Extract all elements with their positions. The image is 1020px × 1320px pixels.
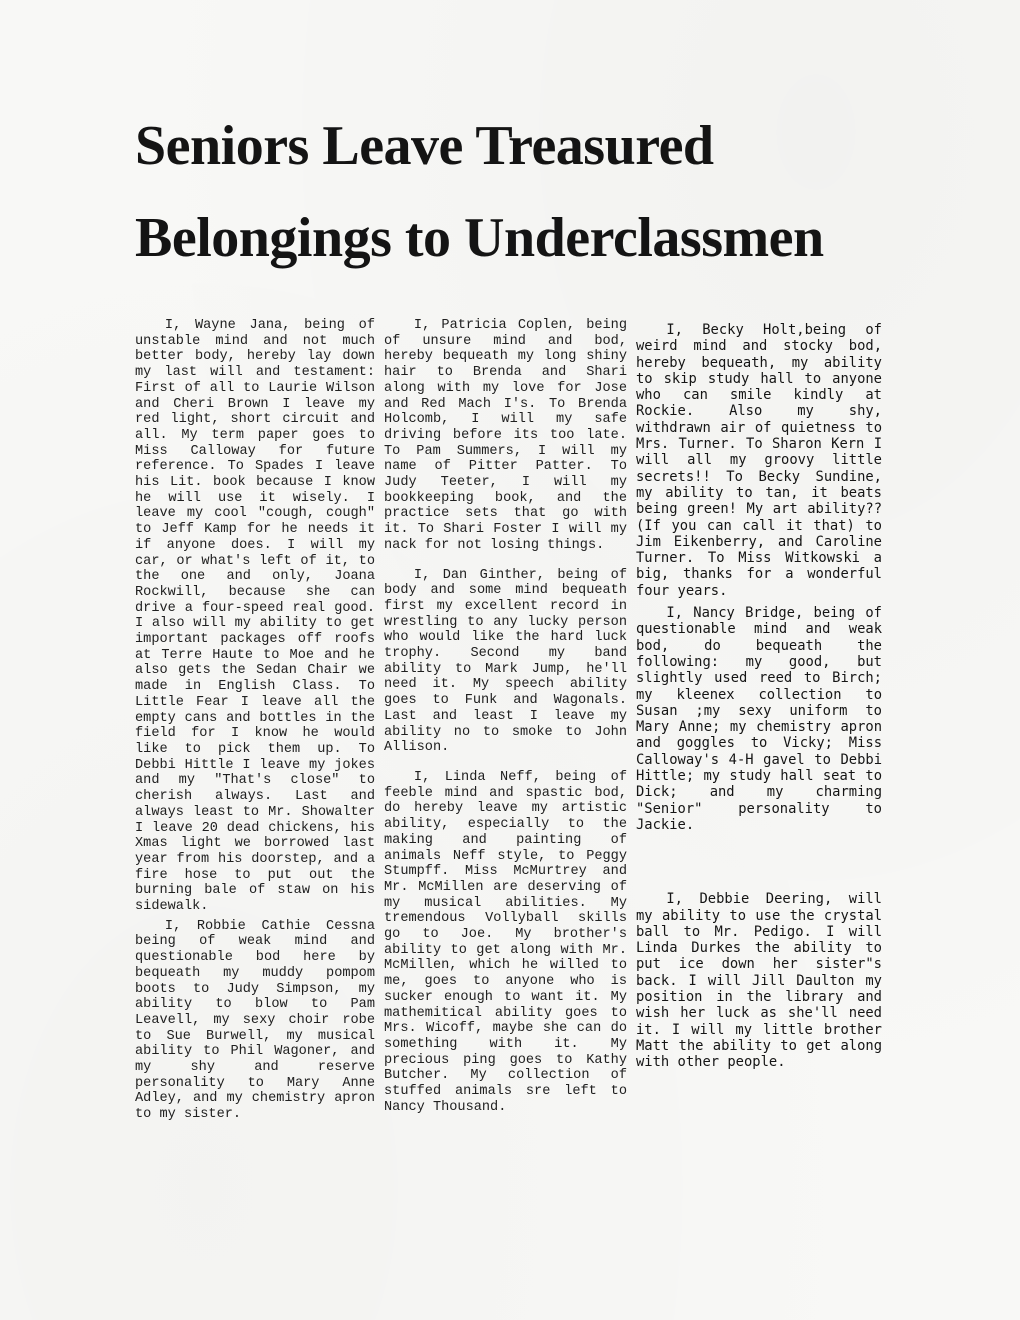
- will-nancy-bridge: I, Nancy Bridge, being of questionable mind and weak bod, do bequeath the following: my good, but slightly used reed to Birch; my kleenex collection to Susan ;my sexy uniform to Mary Anne; my chemistry apron and goggles to Vicky; Miss Calloway's 4-H gavel to Debbi Hittle; my study hall seat to Dick; and my charming "Senior" personality to Jackie.: [636, 605, 882, 833]
- will-dan-ginther: I, Dan Ginther, being of body and some mind bequeath first my excellent record in wrestling to any lucky person who would like the hard luck trophy. Second my band ability to Mark Jump, he'll need it. My speech ability goes to Funk and Wagonals. Last and least I leave my ability no to smoke to John Allison.: [384, 567, 627, 756]
- column-3: [636, 322, 882, 1070]
- headline-line-2: Belongings to Underclassmen: [135, 207, 824, 269]
- will-robbie-cathie-cessna: I, Robbie Cathie Cessna being of weak mind and questionable bod here by bequeath my muddy pompom boots to Judy Simpson, my ability to blow to Pam Leavell, my sexy choir robe to Sue Burwell, my musical ability to Phil Wagoner, and my shy and reserve personality to Mary Anne Adley, and my chemistry apron to my sister.: [135, 918, 375, 1123]
- will-wayne-jana: I, Wayne Jana, being of unstable mind and not much better body, hereby lay down my last will and testament: First of all to Laurie Wilson and Cheri Brown I leave my red light, short circuit and all. My term paper goes to Miss Calloway for future reference. To Spades I leave his Lit. book because I know he will use it wisely. I leave my cool "cough, cough" to Jeff Kamp for he needs it if anyone does. I will my car, or what's left of it, to the one and only, Joana Rockwill, because she can drive a four-speed real good. I also will my ability to get important packages off roofs at Terre Haute to Moe and he also gets the Sedan Chair we made in English Class. To Little Fear I leave all the empty cans and bottles in the field for I know he would like to pick them up. To Debbi Hittle I leave my jokes and my "That's close" to cherish always. Last and always least to Mr. Showalter I leave 20 dead chickens, his Xmas light we borrowed last year from his doorstep, and a fire hose to put out the burning bale of staw on his sidewalk.: [135, 318, 375, 915]
- column-1: [135, 318, 375, 1123]
- headline-line-1: Seniors Leave Treasured: [135, 115, 714, 177]
- will-linda-neff: I, Linda Neff, being of feeble mind and spastic bod, do hereby leave my artistic ability, especially to the making and painting of animals Neff style, to Peggy Stumpff. Miss McMurtrey and Mr. McMillen are deserving of my musical abilities. My tremendous Vollyball skills go to Joe. My brother's ability to get along with Mr. McMillen, which he willed to me, goes to anyone who is sucker enough to want it. My mathemitical ability goes to Mrs. Wicoff, maybe she can do something with it. My precious ping goes to Kathy Butcher. My collection of stuffed animals sre left to Nancy Thousand.: [384, 769, 627, 1115]
- will-patricia-coplen: I, Patricia Coplen, being of unsure mind and bod, hereby bequeath my long shiny hair to Brenda and Shari along with my love for Jose and Red Mach I's. To Brenda Holcomb, I will my safe driving before its too late. To Pam Summers, I will my name of Pitter Patter. To Judy Teeter, I will my bookkeeping book, and the practice sets that go with it. To Shari Foster I will my nack for not losing things.: [384, 318, 627, 553]
- column-2: [384, 318, 627, 1115]
- will-debbie-deering: I, Debbie Deering, will my ability to use the crystal ball to Mr. Pedigo. I will Linda Durkes the ability to put ice down her sister"s back. I will Jill Daulton my position in the library and wish her luck as she'll need it. I will my little brother Matt the ability to get along with other people.: [636, 891, 882, 1071]
- will-becky-holt: I, Becky Holt,being of weird mind and stocky bod, hereby bequeath, my ability to skip study hall to anyone who can smile kindly at Rockie. Also my shy, withdrawn air of quietness to Mrs. Turner. To Sharon Kern I will all my groovy little secrets!! To Becky Sundine, my ability to tan, it beats being green! My art ability?? (If you can call it that) to Jim Eikenberry, and Caroline Turner. To Miss Witkowski a big, thanks for a wonderful four years.: [636, 322, 882, 599]
- headline: [135, 100, 935, 284]
